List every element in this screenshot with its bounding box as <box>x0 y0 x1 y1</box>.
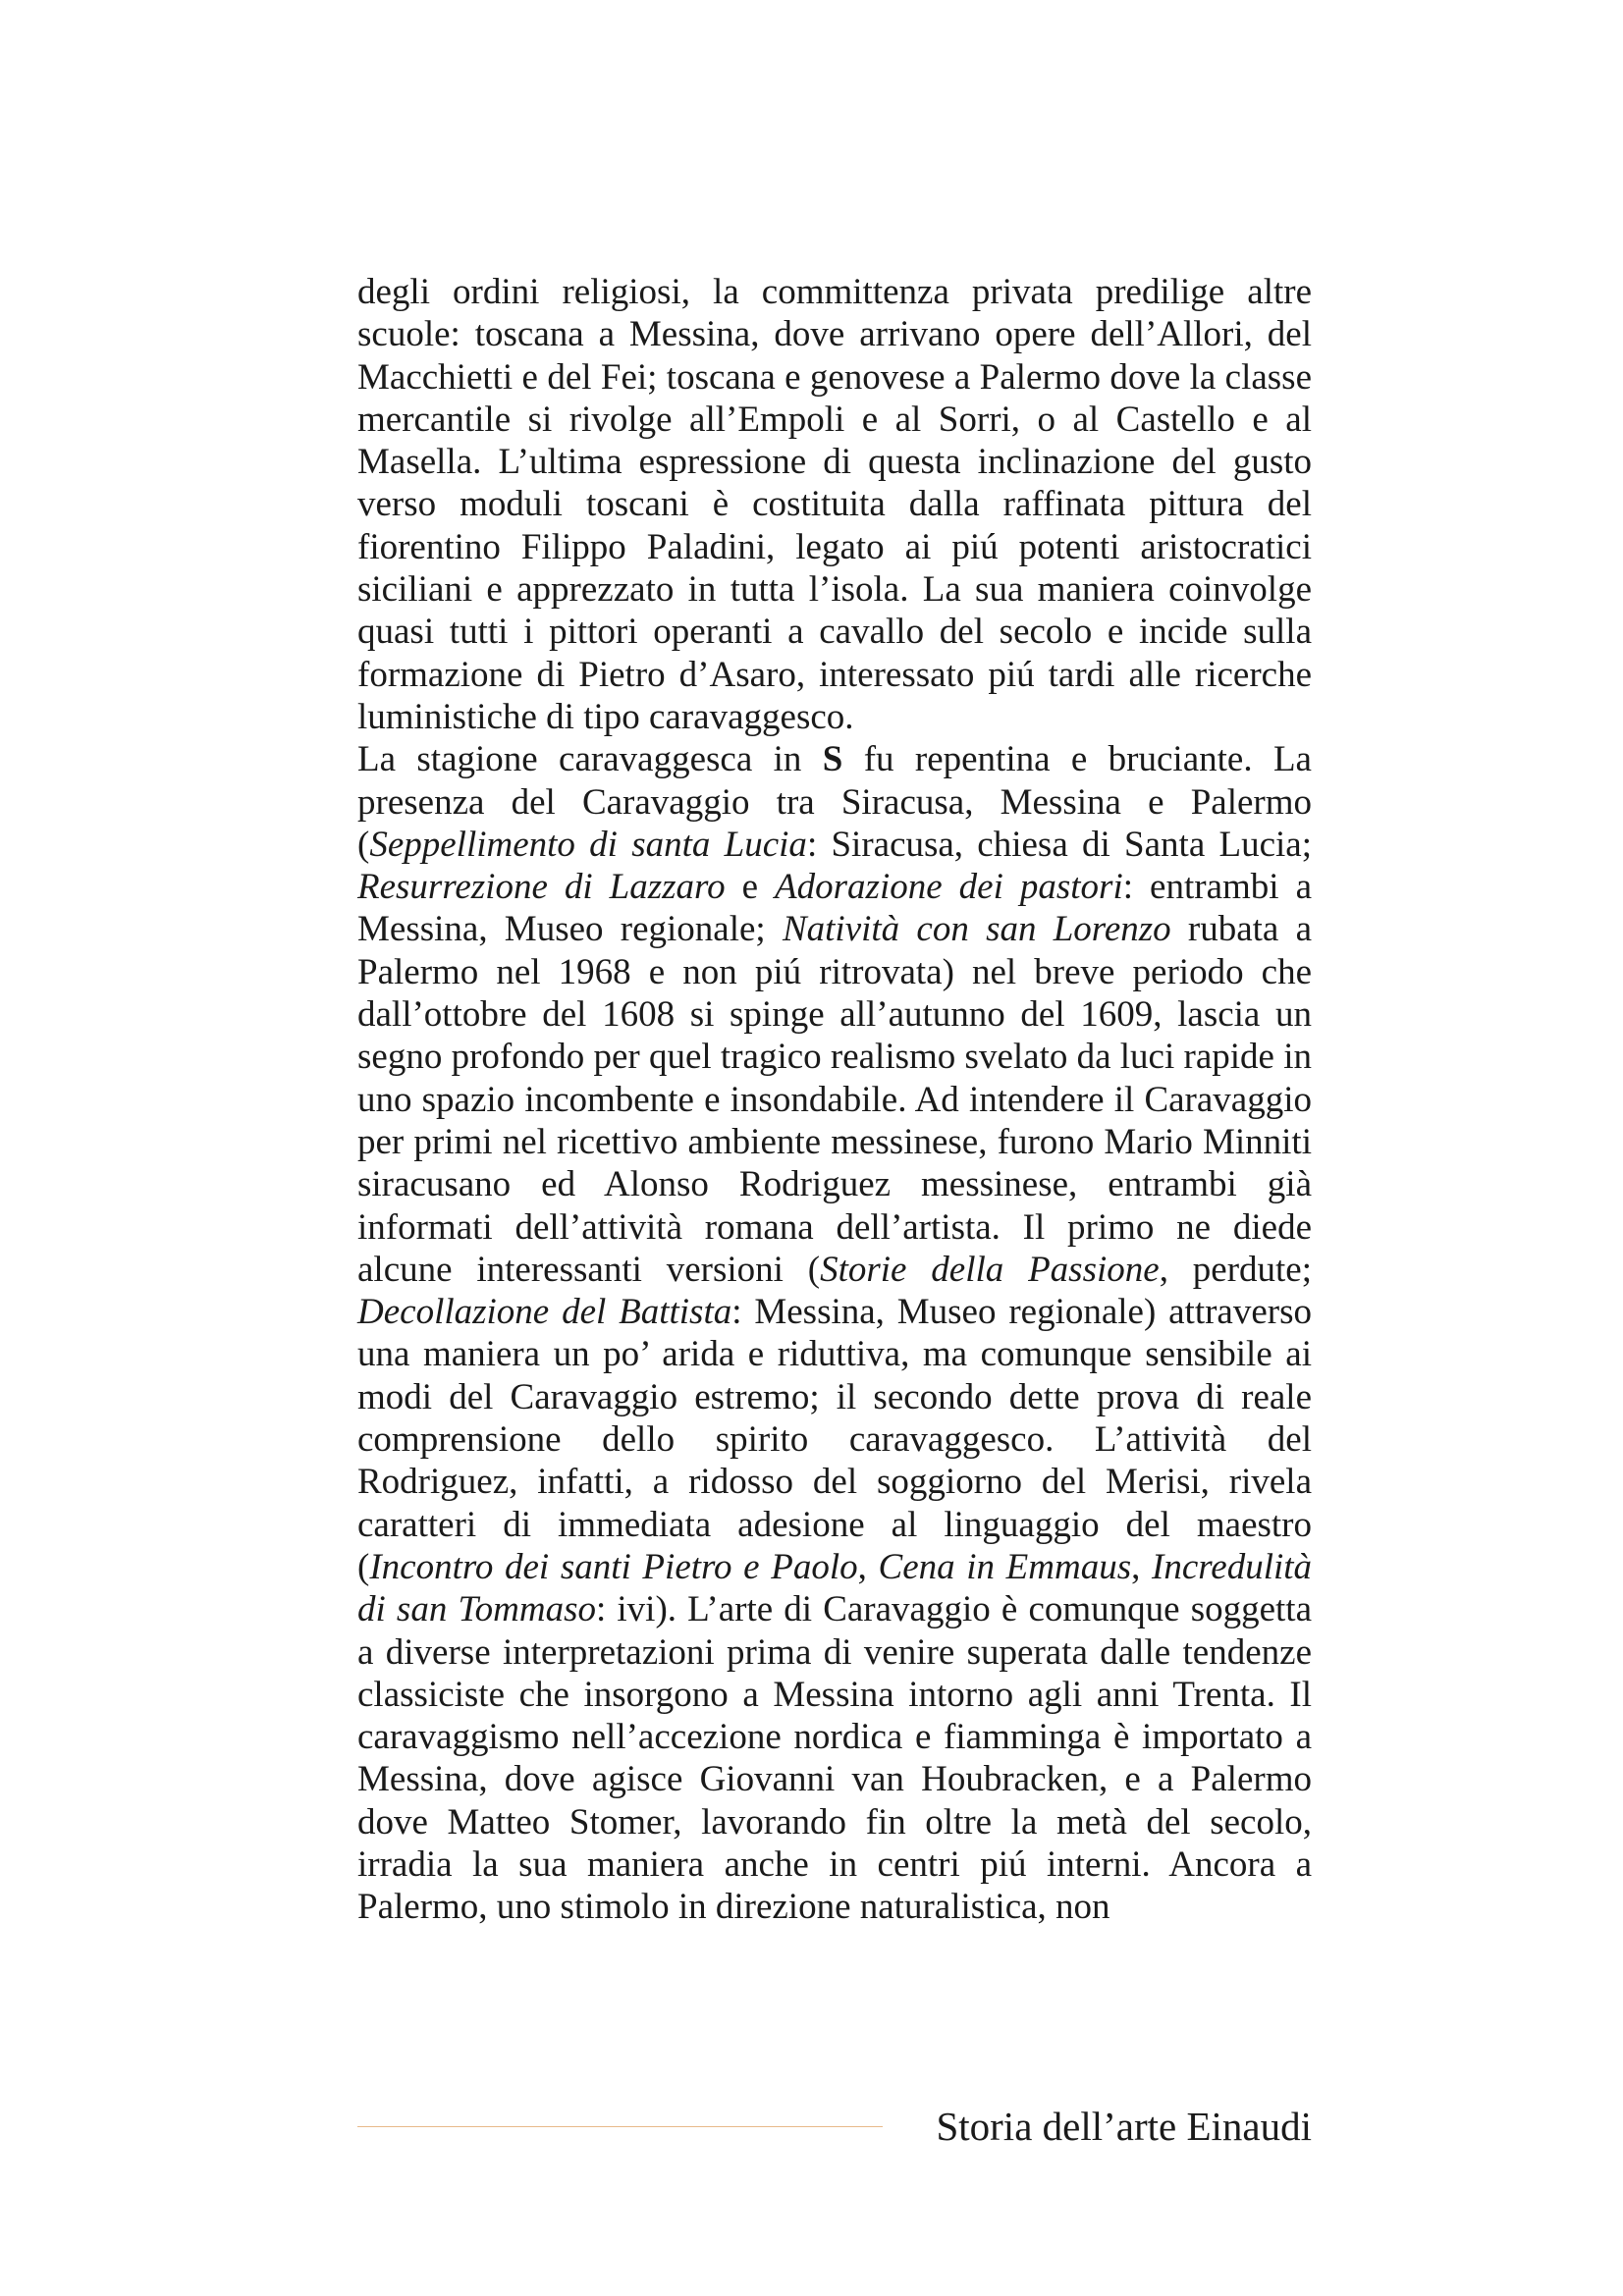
entry-abbreviation: S <box>822 739 843 780</box>
text-run: rubata a Palermo nel 1968 e non piú ritrovata) nel breve periodo che dall’ottobre del 1608 si spinge all’autunno del 1609, lascia un segno profondo per quel tragico realismo svelato da luci rapide in uno spazio incombente e insondabile. Ad intendere il Caravaggio per primi nel ricettivo ambiente messinese, furono Mario Minniti siracusano ed Alonso Rodriguez messinese, entrambi già informati dell’attività romana dell’artista. Il primo ne diede alcune interessanti versioni ( <box>357 909 1312 1290</box>
page-footer <box>357 2097 1312 2156</box>
text-run: : entrambi a Messina, Museo regionale; <box>357 867 1312 950</box>
paragraph-1: degli ordini religiosi, la committenza privata predilige altre scuole: toscana a Messina, dove arrivano opere dell’Allori, del Macchietti e del Fei; toscana e genovese a Palermo dove la classe mercantile si rivolge all’Empoli e al Sorri, o al Castello e al Masella. L’ultima espressione di questa inclinazione del gusto verso moduli toscani è costituita dalla raffinata pittura del fiorentino Filippo Paladini, legato ai piú potenti aristocratici siciliani e apprezzato in tutta l’isola. La sua maniera coinvolge quasi tutti i pittori operanti a cavallo del secolo e incide sulla formazione di Pietro d’Asaro, interessato piú tardi alle ricerche luministiche di tipo caravaggesco. <box>357 272 1312 737</box>
artwork-title: Decollazione del Battista <box>357 1292 732 1333</box>
text-run: fu repentina e bruciante. La presenza del Caravaggio tra Siracusa, Messina e Palermo ( <box>357 739 1312 865</box>
text-run: , <box>1131 1546 1152 1587</box>
artwork-title: Natività con san Lorenzo <box>782 909 1171 950</box>
text-run: La stagione caravaggesca in <box>357 739 823 780</box>
text-run: , perdute; <box>1159 1249 1312 1290</box>
artwork-title: Incontro dei santi Pietro e Paolo <box>369 1546 858 1587</box>
text-run: : Messina, Museo regionale) attraverso una maniera un po’ arida e riduttiva, ma comunque sensibile ai modi del Caravaggio estremo; il secondo dette prova di reale comprensione dello spirito caravaggesco. L’attività del Rodriguez, infatti, a ridosso del soggiorno del Merisi, rivela caratteri di immediata adesione al linguaggio del maestro ( <box>357 1292 1312 1587</box>
text-run: , <box>857 1546 879 1587</box>
artwork-title: Seppellimento di santa Lucia <box>369 824 807 865</box>
artwork-title: Cena in Emmaus <box>878 1546 1132 1587</box>
text-run: : Siracusa, chiesa di Santa Lucia; <box>806 824 1312 865</box>
artwork-title: Storie della Passione <box>820 1249 1160 1290</box>
artwork-title: Resurrezione di Lazzaro <box>357 867 726 908</box>
page-body <box>357 271 1312 1929</box>
paragraph-2 <box>357 738 1312 1928</box>
footer-title: Storia dell’arte Einaudi <box>936 2104 1312 2149</box>
text-run: : ivi). L’arte di Caravaggio è comunque soggetta a diverse interpretazioni prima di venire superata dalle tendenze classiciste che insorgono a Messina intorno agli anni Trenta. Il caravaggismo nell’accezione nordica e fiamminga è importato a Messina, dove agisce Giovanni van Houbracken, e a Palermo dove Matteo Stomer, lavorando fin oltre la metà del secolo, irradia la sua maniera anche in centri piú interni. Ancora a Palermo, uno stimolo in direzione naturalistica, non <box>357 1589 1313 1928</box>
artwork-title: Incredulità di san Tommaso <box>357 1546 1313 1630</box>
text-run: e <box>725 867 776 908</box>
footer-rule <box>357 2126 883 2127</box>
artwork-title: Adorazione dei pastori <box>775 867 1123 908</box>
